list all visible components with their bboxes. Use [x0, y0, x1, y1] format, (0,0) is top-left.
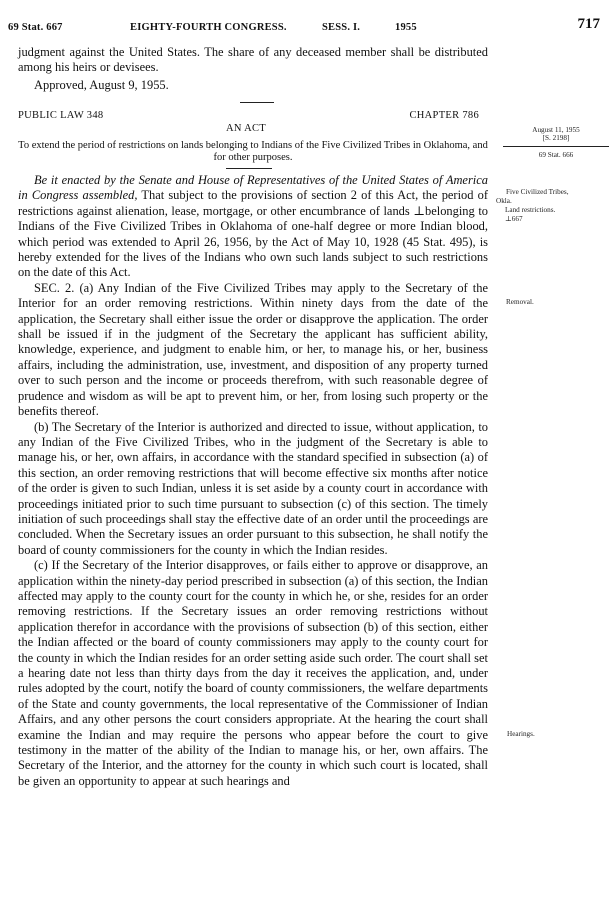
section-2a: SEC. 2. (a) Any Indian of the Five Civilized Tribes may apply to the Secretary of the Interior for an order removing restrictions. Within ninety days from the date of the application, the Secretary shall either issue the order or disapprove the application. The order shall be issued if in the judgment of the Secretary the applicant has sufficient ability, knowledge, experience, and judgment to enable him, or her, to manage his, or her, business affairs, including the administration, use, investment, and disposition of any property turned over to such person and the income or proceeds therefrom, with such reasonable degree of prudence and wisdom as will be apt to prevent him, or her, from losing such property or the benefits thereof. [18, 280, 488, 419]
margin-date: August 11, 1955 [532, 126, 580, 134]
year-heading: 1955 [395, 22, 417, 33]
margin-note-hearings: Hearings. [507, 730, 535, 738]
act-title: To extend the period of restrictions on lands belonging to Indians of the Five Civilized Tribes in Oklahoma, and for other purposes. [18, 140, 488, 164]
congress-heading: EIGHTY-FOURTH CONGRESS. [130, 22, 287, 33]
margin-note-page-break: ⊥667 [505, 215, 523, 223]
margin-note-okla: Okla. [496, 197, 512, 205]
section-2b: (b) The Secretary of the Interior is authorized and directed to issue, without application, to any Indian of the Five Civilized Tribes, who in the judgment of the Secretary is able to manage his, or her, own affairs, in accordance with the standard specified in subsection (a) of this section, an order removing restrictions that will become effective six months after notice of the order is given to such Indian, unless it is set aside by a county court in accordance with proceedings initiated prior to such time pursuant to subsection (c) of this section. The timely initiation of such proceedings shall stay the effective date of an order until the proceedings are concluded. When the Secretary issues an order pursuant to this subsection, he shall notify the board of county commissioners for the county in which the Indian resides. [18, 419, 488, 557]
enacting-clause: Be it enacted by the Senate and House of Representatives of the United States of America in Congress assembled, [18, 173, 488, 203]
page-number: 717 [577, 16, 600, 32]
chapter-number: CHAPTER 786 [409, 110, 479, 121]
margin-note-tribes: Five Civilized Tribes, [506, 188, 569, 196]
margin-note-removal: Removal. [506, 298, 534, 306]
margin-divider [503, 146, 609, 147]
stat-reference: 69 Stat. 667 [8, 22, 63, 33]
section-1 [18, 173, 488, 281]
section-1-text: That subject to the provisions of section 2 of this Act, the period of restrictions against alienation, lease, mortgage, or other encumbrance of lands ⊥belonging to Indians of the Five Civilized Tribes in Oklahoma of one-half degree or more Indian blood, which period was extended to April 26, 1956, by the Act of May 10, 1928 (45 Stat. 495), is hereby extended for the lives of the Indians who own such lands subject to such restrictions on the date of this Act. [18, 188, 488, 280]
margin-stat-reference: 69 Stat. 666 [538, 151, 574, 159]
approval-date: Approved, August 9, 1955. [34, 78, 169, 92]
section-divider [240, 102, 274, 103]
session-heading: SESS. I. [322, 22, 361, 33]
an-act-heading: AN ACT [226, 123, 267, 134]
previous-law-text: judgment against the United States. The share of any deceased member shall be distributed among his heirs or devisees. [18, 45, 488, 75]
margin-bill-number: [S. 2198] [542, 134, 570, 142]
act-body [18, 173, 488, 789]
title-divider [226, 168, 272, 169]
public-law-number: PUBLIC LAW 348 [18, 110, 104, 121]
previous-law-closing [18, 45, 488, 76]
section-2c: (c) If the Secretary of the Interior disapproves, or fails either to approve or disapprove, an application within the ninety-day period prescribed in subsection (a) of this section, the Indian affected may apply to the county court for the county in which he, or she, resides for an order removing restrictions. If the Secretary issues an order removing restrictions without application therefor in accordance with the provisions of subsection (b) of this section, either the Indian affected or the board of county commissioners may apply to the county court for the county in which the Indian resides for an order setting aside such order. The court shall set a hearing date not less than thirty days from the day it receives the application, and, under rules adopted by the court, notify the board of county commissioners, the welfare departments of the State and county governments, the local representative of the Commissioner of Indian Affairs, and any other persons the court considers appropriate. At the hearing the court shall examine the Indian and may require the persons who appear before the court to give testimony in the matter of the ability of the Indian to manage his, or her, own affairs. The Secretary of the Interior, and the attorney for the county in which such court is located, shall be given an opportunity to appear at such hearings and [18, 558, 488, 788]
margin-note-land-restrictions: Land restrictions. [505, 206, 556, 214]
